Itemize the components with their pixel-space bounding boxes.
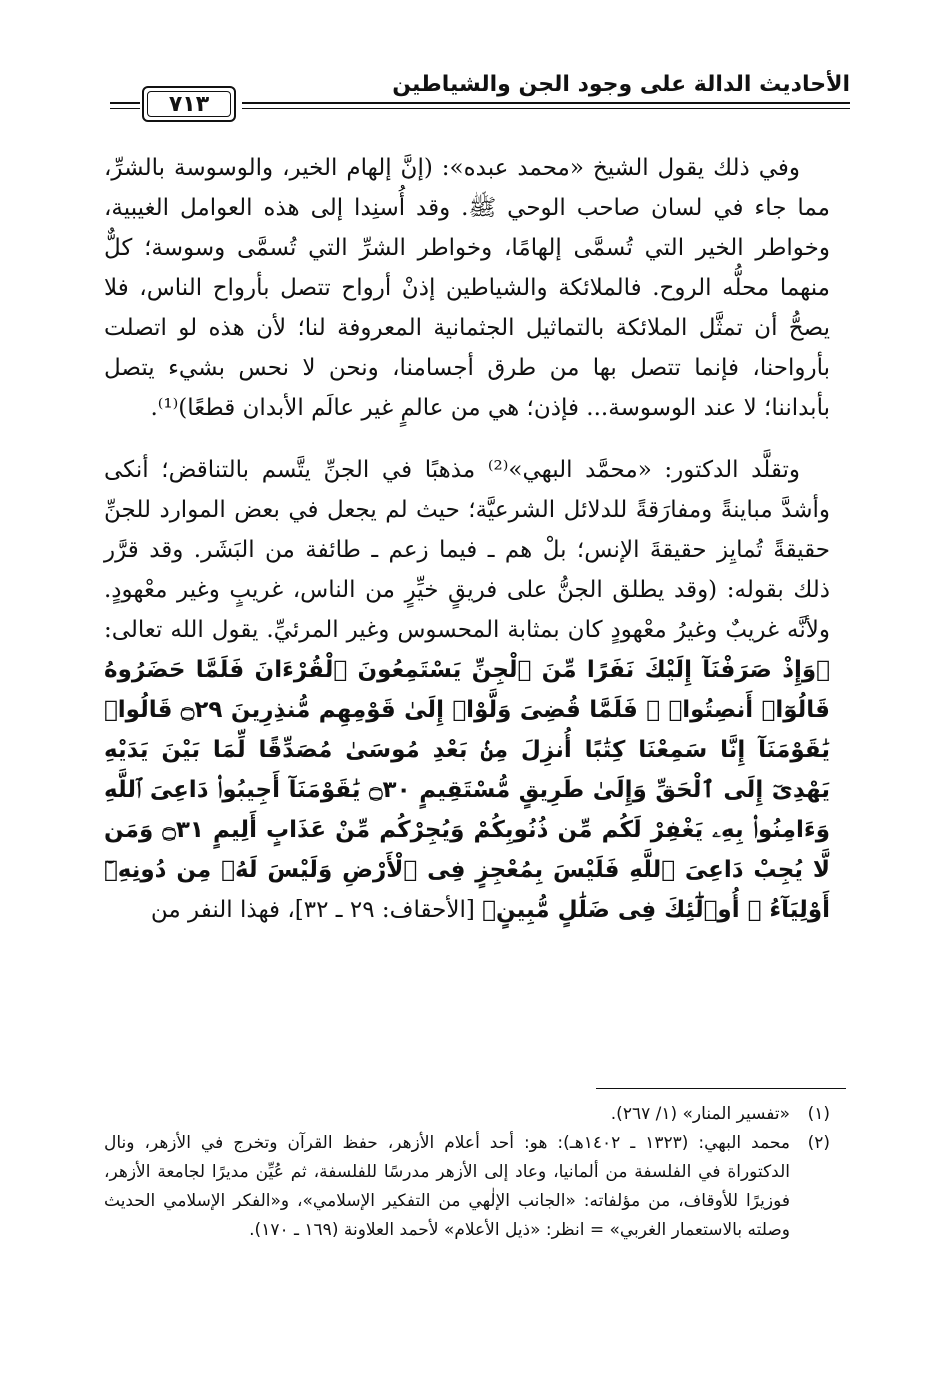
running-title: الأحاديث الدالة على وجود الجن والشياطين <box>392 72 850 97</box>
paragraph-2-text: وتقلَّد الدكتور: «محمَّد البهي»⁽²⁾ مذهبًا في الجنِّ يتَّسم بالتناقض؛ أنكى وأشدَّ مباينةً ومفارَقةً للدلائل الشرعيَّة؛ حيث لم يجعل في بعض الموارد للجنِّ حقيقةً تُمايِز حقيقةَ الإنس؛ بلْ هم ـ فيما زعم ـ طائفة من البَشَر. وقد قرَّر ذلك بقوله: (وقد يطلق الجنُّ على فريقٍ خيِّرٍ من الناس، غريبٍ وغير معْهودٍ. ولأنَّه غريبٌ وغيرُ معْهودٍ كان بمثابة المحسوس وغير المرئيِّ. يقول الله تعالى: <box>104 457 830 643</box>
footnote-1 <box>104 1100 830 1129</box>
footnote-2 <box>104 1129 830 1245</box>
page-number: ٧١٣ <box>168 91 210 117</box>
header-rule <box>242 102 850 104</box>
verse-reference: [الأحقاف: ٢٩ ـ ٣٢]، فهذا النفر من <box>150 897 475 923</box>
header-rule-thin <box>242 108 850 109</box>
footnote-number: (١) <box>807 1104 830 1124</box>
footnote-text: محمد البهي: (١٣٢٣ ـ ١٤٠٢هـ): هو: أحد أعلام الأزهر، حفظ القرآن وتخرج في الأزهر، ونال الدكتوراة في الفلسفة من ألمانيا، وعاد إلى الأزهر مدرسًا للفلسفة، ثم عُيِّن مديرًا لجامعة الأزهر، فوزيرًا للأوقاف، من مؤلفاته: «الجانب الإلٰهي من التفكير الإسلامي»، و«الفكر الإسلامي الحديث وصلته بالاستعمار الغربي» = انظر: «ذيل الأعلام» لأحمد العلاونة (١٦٩ ـ ١٧٠). <box>104 1133 790 1240</box>
page-number-frame <box>142 86 236 122</box>
quran-verse: ﴿وَإِذْ صَرَفْنَآ إِلَيْكَ نَفَرًا مِّنَ ٱلْجِنِّ يَسْتَمِعُونَ ٱلْقُرْءَانَ فَلَمَّا حَضَرُوهُ قَالُوٓا۟ أَنصِتُوا۟ ۖ فَلَمَّا قُضِىَ وَلَّوْا۟ إِلَىٰ قَوْمِهِم مُّنذِرِينَ ۝٢٩ قَالُوا۟ يَٰقَوْمَنَآ إِنَّا سَمِعْنَا كِتَٰبًا أُنزِلَ مِنۢ بَعْدِ مُوسَىٰ مُصَدِّقًا لِّمَا بَيْنَ يَدَيْهِ يَهْدِىٓ إِلَى ٱلْحَقِّ وَإِلَىٰ طَرِيقٍ مُّسْتَقِيمٍ ۝٣٠ يَٰقَوْمَنَآ أَجِيبُوا۟ دَاعِىَ ٱللَّهِ وَءَامِنُوا۟ بِهِۦ يَغْفِرْ لَكُم مِّن ذُنُوبِكُمْ وَيُجِرْكُم مِّنْ عَذَابٍ أَلِيمٍ ۝٣١ وَمَن لَّا يُجِبْ دَاعِىَ ٱللَّهِ فَلَيْسَ بِمُعْجِزٍ فِى ٱلْأَرْضِ وَلَيْسَ لَهُۥ مِن دُونِهِۦٓ أَوْلِيَآءُ ۚ أُو۟لَٰٓئِكَ فِى ضَلَٰلٍ مُّبِينٍ﴾ <box>104 657 830 923</box>
footnotes <box>104 1100 830 1245</box>
footnote-text: «تفسير المنار» (١/ ٢٦٧). <box>610 1104 790 1124</box>
page-header <box>110 72 850 132</box>
footnote-separator <box>596 1088 846 1089</box>
footnote-number: (٢) <box>807 1133 830 1153</box>
header-rule-left-thin <box>110 108 140 109</box>
main-text <box>104 148 830 930</box>
paragraph-2 <box>104 450 830 930</box>
paragraph-1: وفي ذلك يقول الشيخ «محمد عبده»: (إنَّ إلهام الخير، والوسوسة بالشرِّ، مما جاء في لسان صاحب الوحي ﷺ. وقد أُسنِدا إلى هذه العوامل الغيبية، وخواطر الخير التي تُسمَّى إلهامًا، وخواطر الشرِّ التي تُسمَّى وسوسة؛ كلٌّ منهما محلُّه الروح. فالملائكة والشياطين إذنْ أرواح تتصل بأرواح الناس، فلا يصحُّ أن تمثَّل الملائكة بالتماثيل الجثمانية المعروفة لنا؛ لأن هذه لو اتصلت بأرواحنا، فإنما تتصل بها من طرق أجسامنا، ونحن لا نحس بشيء يتصل بأبداننا؛ لا عند الوسوسة... فإذن؛ هي من عالمٍ غير عالَم الأبدان قطعًا)⁽¹⁾. <box>104 155 830 421</box>
header-rule-left <box>110 102 140 104</box>
